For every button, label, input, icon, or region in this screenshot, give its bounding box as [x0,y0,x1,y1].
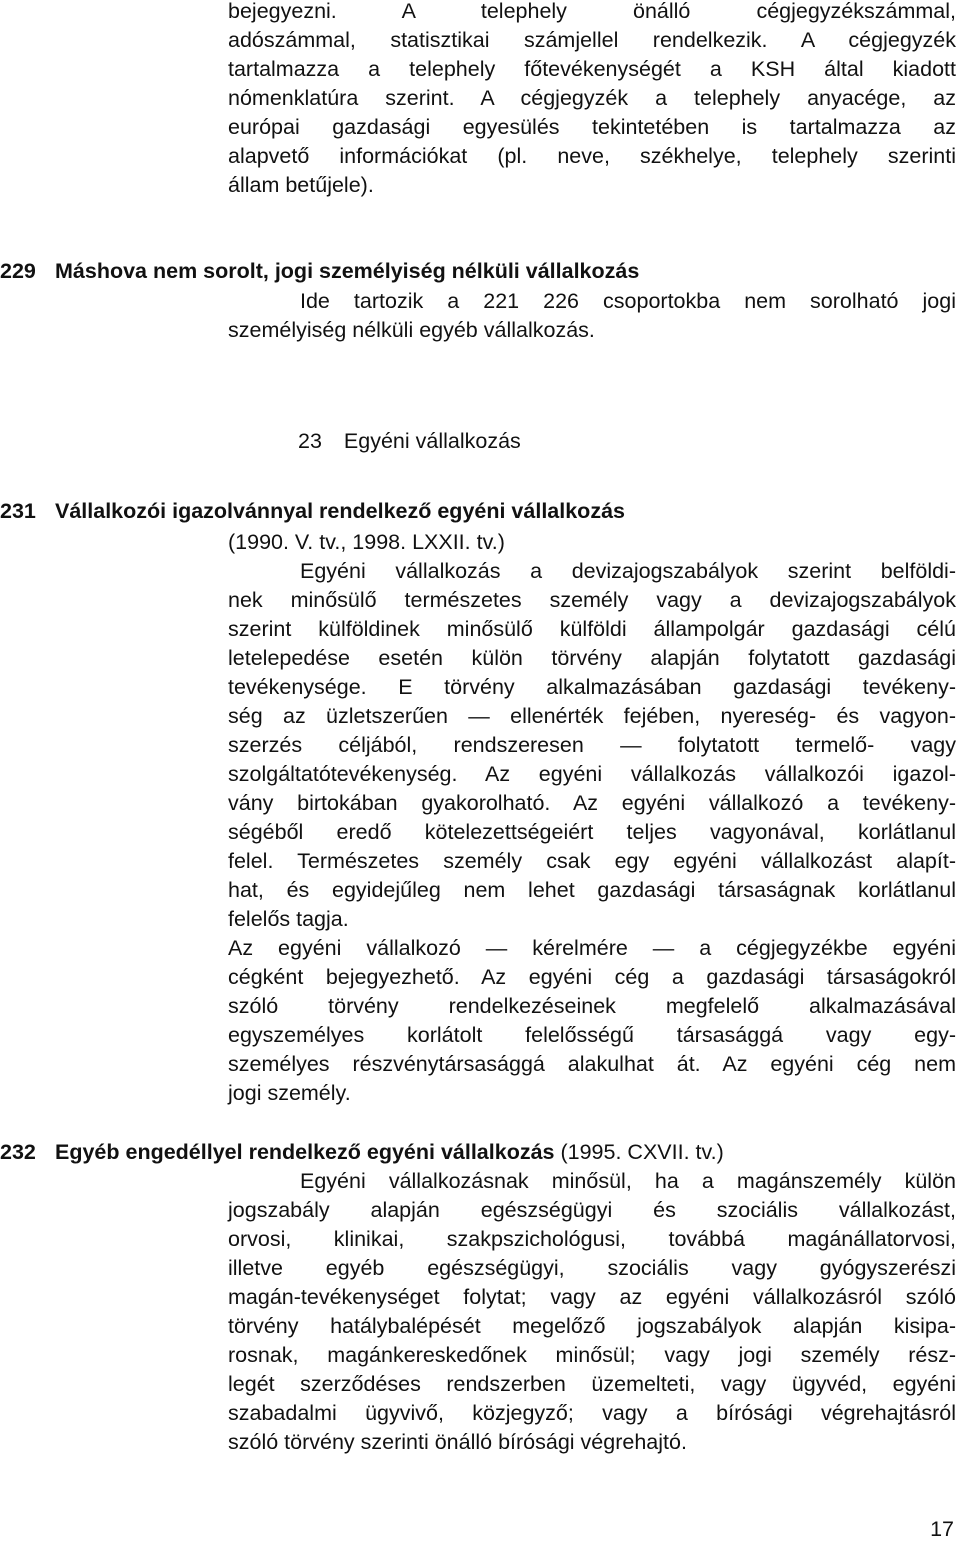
text-line: bejegyezni. A telephely önálló cégjegyzékszámmal, [228,0,956,23]
text-line: letelepedése esetén külön törvény alapján folytatott gazdasági [228,646,956,670]
section-231-note: (1990. V. tv., 1998. LXXII. tv.) [228,530,505,554]
text-line [228,1167,956,1196]
text-line: felel. Természetes személy csak egy egyéni vállalkozást alapít- [228,849,956,873]
text-line: ségéből eredő kötelezettségeiért teljes vagyonával, korlátlanul [228,820,956,844]
text-line: törvény hatálybalépését megelőző jogszabályok alapján kisipa- [228,1314,956,1338]
text-line: legét szerződéses rendszerben üzemelteti, vagy ügyvéd, egyéni [228,1372,956,1396]
text-line: nómenklatúra szerint. A cégjegyzék a telephely anyacége, az [228,86,956,110]
section-code: 232 [0,1140,36,1164]
group-code: 23 [298,429,322,453]
text-line: szóló törvény rendelkezéseinek megfelelő alkalmazásával [228,994,956,1018]
text-line: cégként bejegyezhető. Az egyéni cég a gazdasági társaságokról [228,965,956,989]
section-231-body [228,557,956,1108]
section-title: Vállalkozói igazolvánnyal rendelkező egyéni vállalkozás [55,499,625,523]
text-line-content: Egyéni vállalkozásnak minősül, ha a magánszemély külön [300,1169,956,1193]
text-line-content: Ide tartozik a 221 226 csoportokba nem sorolható jogi [300,289,956,313]
text-line: európai gazdasági egyesülés tekintetében is tartalmazza az [228,115,956,139]
section-232-heading [0,1138,724,1167]
text-line [228,287,956,316]
section-231-heading [0,497,625,526]
text-line: szabadalmi ügyvivő, közjegyző; vagy a bírósági végrehajtásról [228,1401,956,1425]
text-line: szerzés céljából, rendszeresen — folytatott termelő- vagy [228,733,956,757]
section-232-body [228,1167,956,1457]
text-line: személyiség nélküli egyéb vállalkozás. [228,318,595,342]
text-line: hat, és egyidejűleg nem lehet gazdasági társaságnak korlátlanul [228,878,956,902]
section-note: (1995. CXVII. tv.) [560,1140,724,1164]
text-line: ség az üzletszerűen — ellenérték fejében, nyereség- és vagyon- [228,704,956,728]
text-line: Az egyéni vállalkozó — kérelmére — a cégjegyzékbe egyéni [228,936,956,960]
section-229-heading [0,257,639,286]
text-line-content: Egyéni vállalkozás a devizajogszabályok szerint belföldi- [300,559,956,583]
section-code: 229 [0,259,36,283]
text-line: szerint külföldinek minősülő külföldi állampolgár gazdasági célú [228,617,956,641]
section-229-body [228,287,956,345]
section-code: 231 [0,499,36,523]
text-line: szolgáltatótevékenység. Az egyéni vállalkozás vállalkozói igazol- [228,762,956,786]
text-line: egyszemélyes korlátolt felelősségű társasággá vagy egy- [228,1023,956,1047]
text-line: alapvető információkat (pl. neve, székhelye, telephely szerinti [228,144,956,168]
text-line: vány birtokában gyakorolható. Az egyéni vállalkozó a tevékeny- [228,791,956,815]
group-23-title [298,427,521,456]
section-title: Máshova nem sorolt, jogi személyiség nélküli vállalkozás [55,259,640,283]
text-line: illetve egyéb egészségügyi, szociális vagy gyógyszerészi [228,1256,956,1280]
section-title: Egyéb engedéllyel rendelkező egyéni vállalkozás [55,1140,555,1164]
text-line: adószámmal, statisztikai számjellel rendelkezik. A cégjegyzék [228,28,956,52]
text-line: magán-tevékenységet folytat; vagy az egyéni vállalkozásról szóló [228,1285,956,1309]
text-line: felelős tagja. [228,907,349,931]
text-line: jogszabály alapján egészségügyi és szociális vállalkozást, [228,1198,956,1222]
page-number: 17 [930,1517,954,1541]
text-line: nek minősülő természetes személy vagy a devizajogszabályok [228,588,956,612]
text-line: tartalmazza a telephely főtevékenységét a KSH által kiadott [228,57,956,81]
text-line: tevékenysége. E törvény alkalmazásában gazdasági tevékeny- [228,675,956,699]
text-line: személyes részvénytársasággá alakulhat át. Az egyéni cég nem [228,1052,956,1076]
text-line: állam betűjele). [228,173,374,197]
top-paragraph [228,0,956,200]
text-line [228,557,956,586]
text-line: orvosi, klinikai, szakpszichológusi, továbbá magánállatorvosi, [228,1227,956,1251]
text-line: rosnak, magánkereskedőnek minősül; vagy jogi személy rész- [228,1343,956,1367]
text-line: jogi személy. [228,1081,351,1105]
text-line: szóló törvény szerinti önálló bírósági végrehajtó. [228,1430,687,1454]
group-title-text: Egyéni vállalkozás [343,429,521,453]
